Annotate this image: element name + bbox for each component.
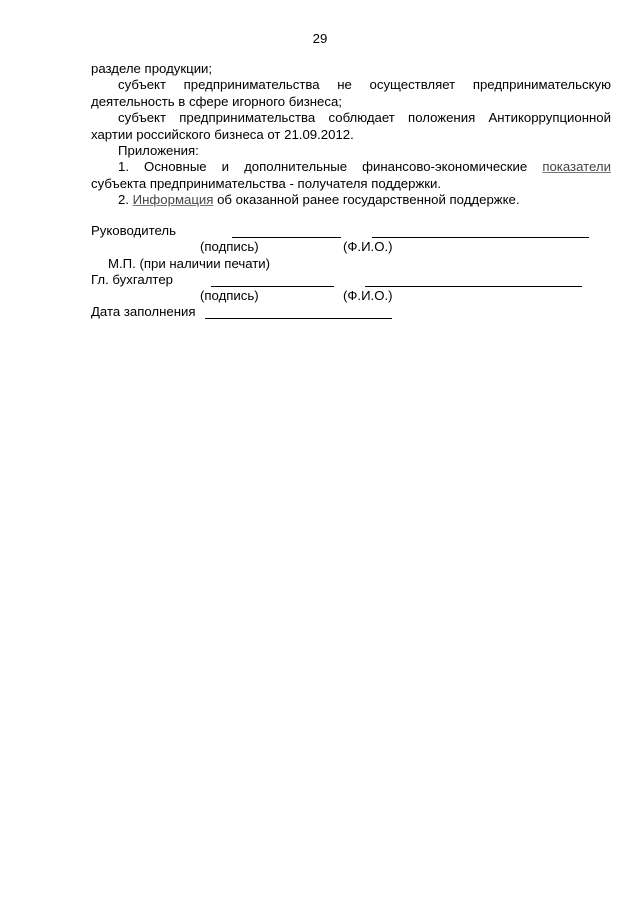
paragraph-line: субъект предпринимательства соблюдает положения Антикоррупционной <box>118 110 611 126</box>
paragraph-line: хартии российского бизнеса от 21.09.2012. <box>91 126 354 142</box>
appendix-item-1-text: 1. Основные и дополнительные финансово-экономические <box>118 159 528 175</box>
signature-caption-2: (подпись) <box>200 288 259 303</box>
signature-caption: (подпись) <box>200 239 259 254</box>
head-label: Руководитель <box>91 223 176 238</box>
accountant-name-line <box>365 286 582 287</box>
appendix-item-1 <box>91 159 611 175</box>
page-number: 29 <box>312 31 328 46</box>
indicators-link[interactable]: показатели <box>542 159 611 175</box>
head-signature-line <box>232 237 341 238</box>
paragraph-line: субъект предпринимательства не осуществляет предпринимательскую <box>118 77 611 93</box>
paragraph-line: деятельность в сфере игорного бизнеса; <box>91 93 342 109</box>
accountant-signature-line <box>211 286 334 287</box>
appendix-item-2-text: об оказанной ранее государственной поддержке. <box>217 192 520 208</box>
name-caption: (Ф.И.О.) <box>343 239 393 254</box>
head-name-line <box>372 237 589 238</box>
date-line <box>205 318 392 319</box>
stamp-note: М.П. (при наличии печати) <box>108 256 271 271</box>
appendix-item-2-number: 2. <box>118 192 129 208</box>
paragraph-line: субъекта предпринимательства - получателя поддержки. <box>91 175 442 191</box>
date-label: Дата заполнения <box>91 304 196 319</box>
appendix-heading: Приложения: <box>118 142 199 158</box>
name-caption-2: (Ф.И.О.) <box>343 288 393 303</box>
accountant-label: Гл. бухгалтер <box>91 272 173 287</box>
paragraph-line: разделе продукции; <box>91 61 213 76</box>
document-body <box>91 61 611 209</box>
appendix-item-2 <box>91 192 611 208</box>
information-link[interactable]: Информация <box>132 192 214 208</box>
